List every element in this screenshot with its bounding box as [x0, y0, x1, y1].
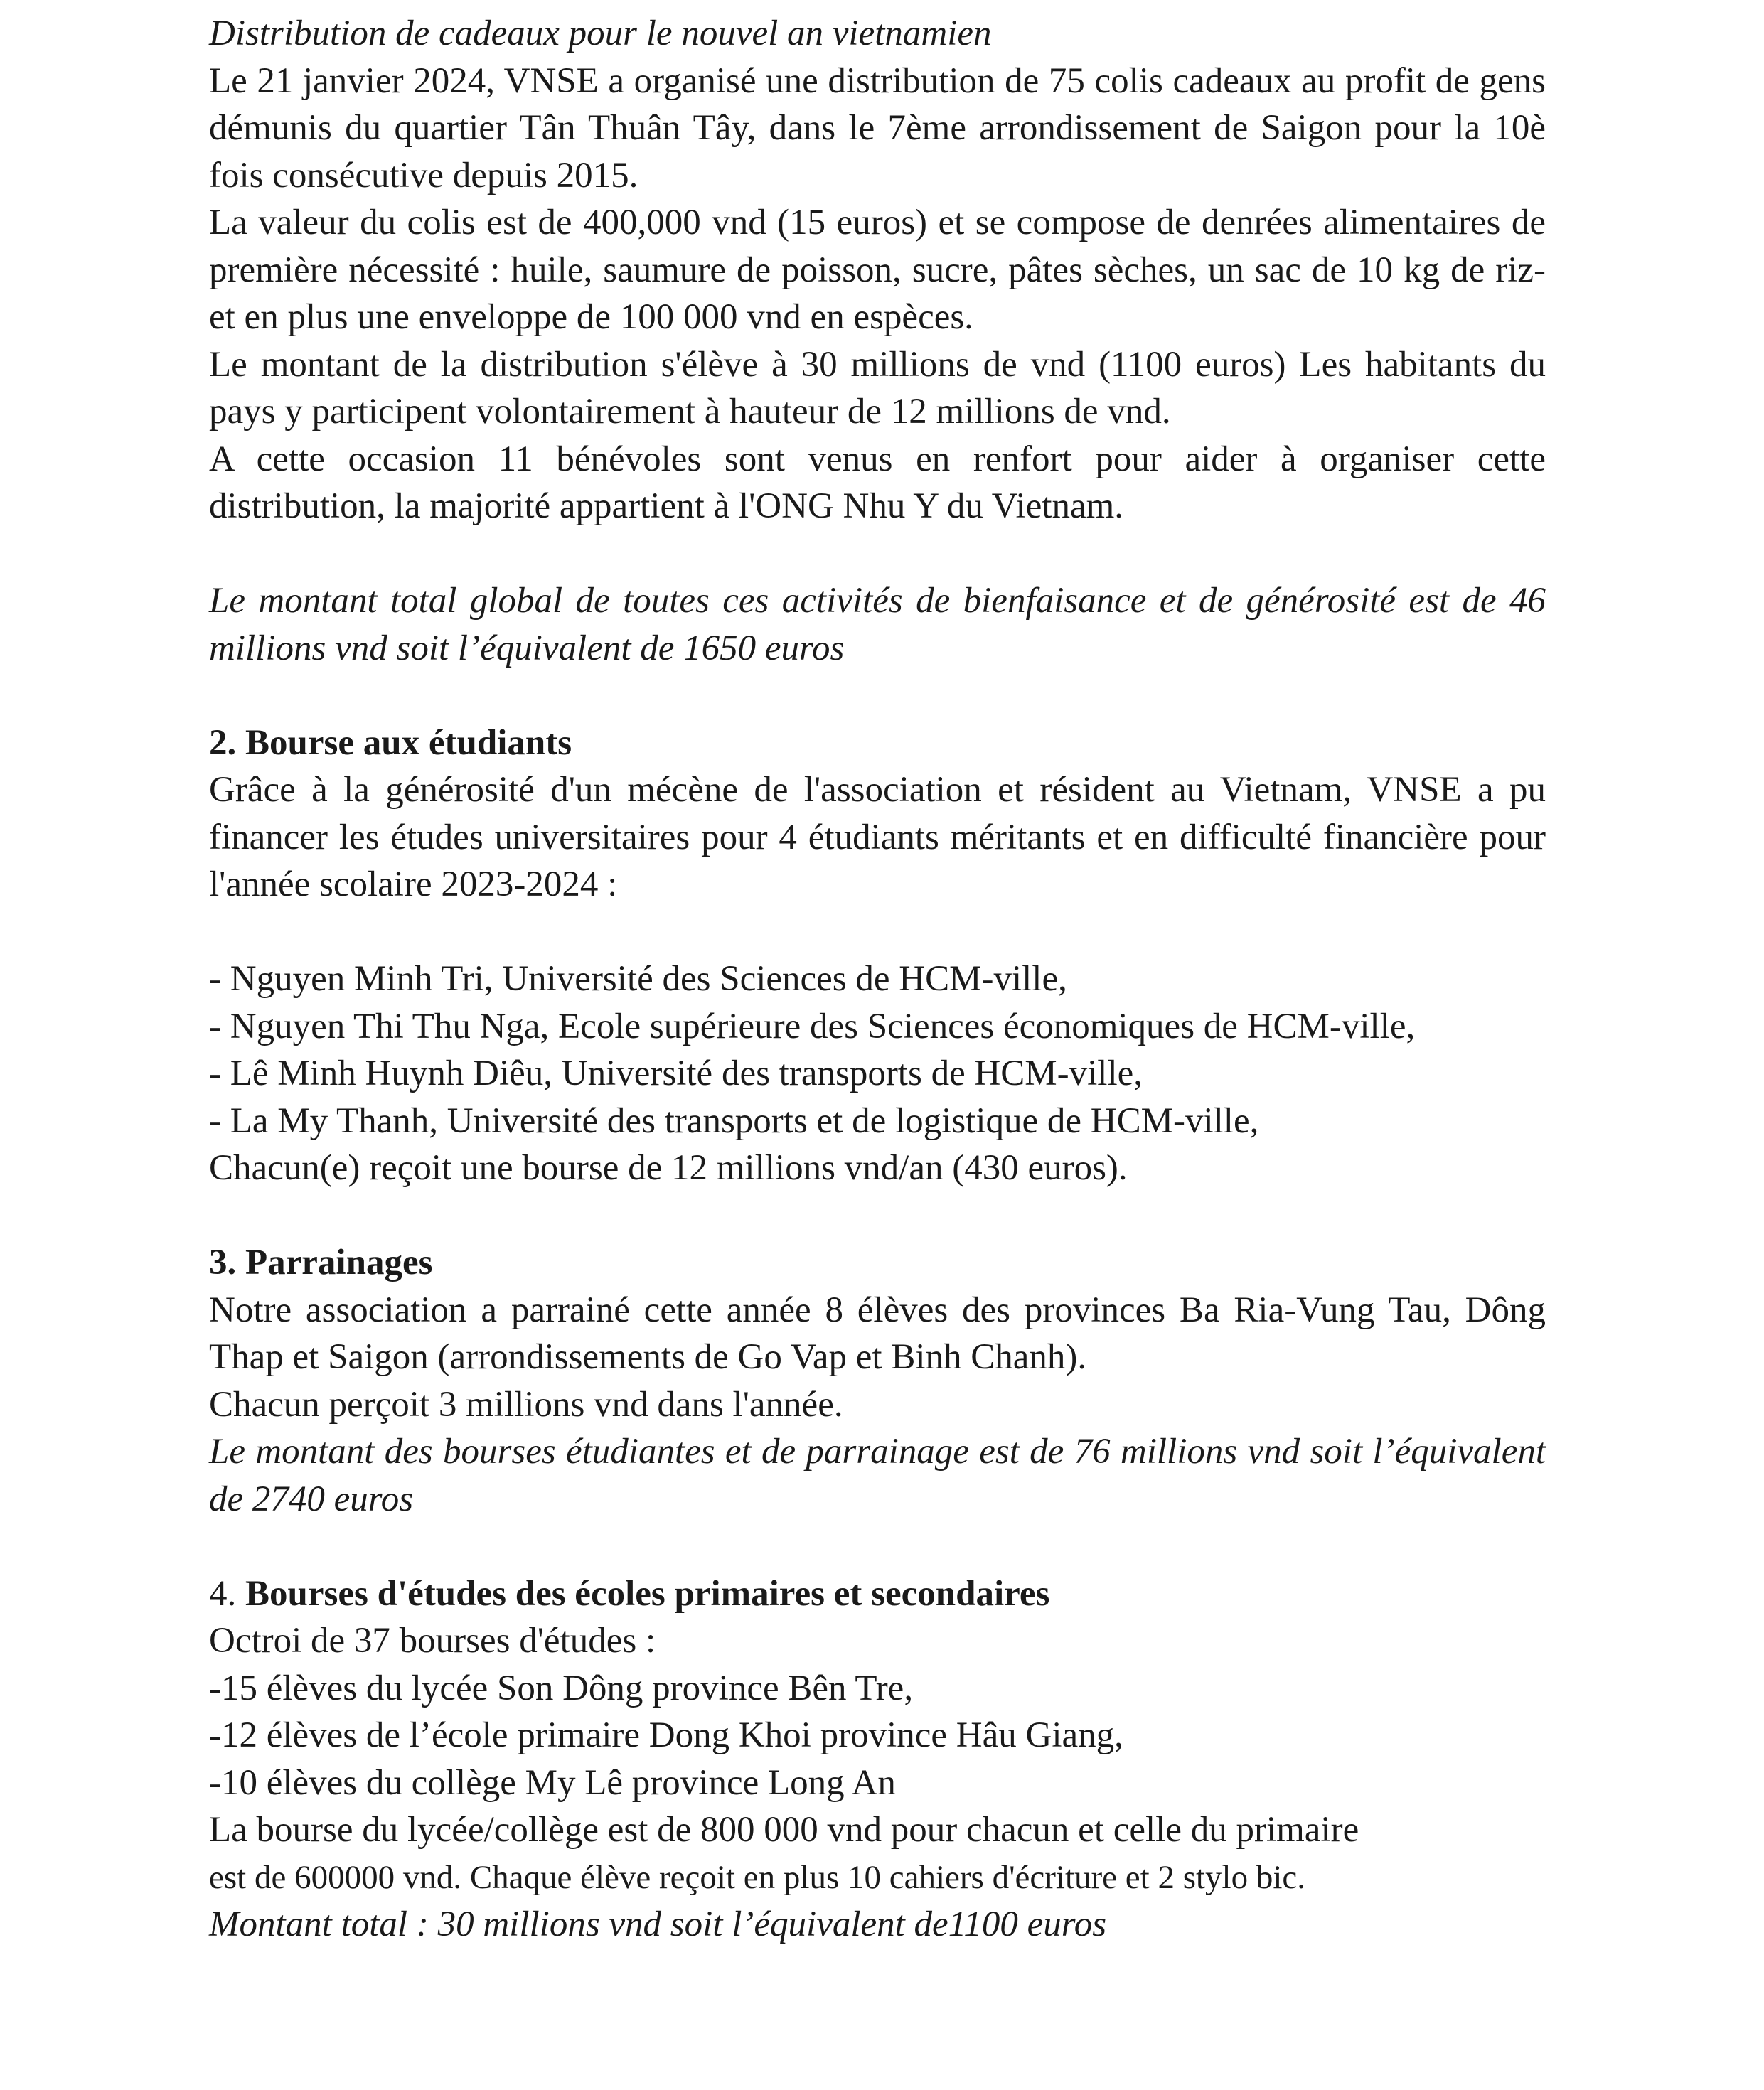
section-heading-student-grants: 2. Bourse aux étudiants	[209, 722, 572, 763]
sponsorships-total: Le montant des bourses étudiantes et de parrainage est de 76 millions vnd soit l’équivalent de 2740 euros	[209, 1432, 1546, 1519]
student-grants-intro: Grâce à la générosité d'un mécène de l'association et résident au Vietnam, VNSE a pu financer les études universitaires pour 4 étudiants méritants et en difficulté financière pour l'année scolaire 2023-2024 :	[209, 770, 1546, 904]
section-heading-school-grants	[209, 1570, 1546, 1618]
document-page	[209, 10, 1546, 1949]
section-heading-sponsorships: 3. Parrainages	[209, 1243, 433, 1282]
spacer	[209, 909, 1546, 956]
school-grants-total: Montant total : 30 millions vnd soit l’équivalent de1100 euros	[209, 1904, 1107, 1944]
distribution-paragraph-2: La valeur du colis est de 400,000 vnd (15 euros) et se compose de denrées alimentaires de première nécessité : huile, saumure de poisson, sucre, pâtes sèches, un sac de 10 kg de riz- et en plus une enveloppe de 100 000 vnd en espèces.	[209, 203, 1546, 337]
school-list-item: -15 élèves du lycée Son Dông province Bên Tre,	[209, 1668, 914, 1708]
sponsorships-paragraph-1: Notre association a parrainé cette année 8 élèves des provinces Ba Ria-Vung Tau, Dông Thap et Saigon (arrondissements de Go Vap et Binh Chanh).	[209, 1290, 1546, 1377]
school-list-item: -12 élèves de l’école primaire Dong Khoi province Hâu Giang,	[209, 1715, 1123, 1755]
student-list-item: - Nguyen Thi Thu Nga, Ecole supérieure des Sciences économiques de HCM-ville,	[209, 1006, 1416, 1046]
sponsorships-paragraph-2: Chacun perçoit 3 millions vnd dans l'année.	[209, 1384, 843, 1425]
distribution-paragraph-3: Le montant de la distribution s'élève à 30 millions de vnd (1100 euros) Les habitants du pays y participent volontairement à hauteur de 12 millions de vnd.	[209, 344, 1546, 432]
school-grants-intro: Octroi de 37 bourses d'études :	[209, 1621, 656, 1661]
student-list-item: - Lê Minh Huynh Diêu, Université des transports de HCM-ville,	[209, 1054, 1143, 1093]
spacer	[209, 672, 1546, 719]
distribution-subtitle: Distribution de cadeaux pour le nouvel an vietnamien	[209, 14, 992, 53]
spacer	[209, 1192, 1546, 1240]
distribution-paragraph-1: Le 21 janvier 2024, VNSE a organisé une distribution de 75 colis cadeaux au profit de gens démunis du quartier Tân Thuân Tây, dans le 7ème arrondissement de Saigon pour la 10è fois consécutive depuis 2015.	[209, 60, 1546, 195]
spacer	[209, 530, 1546, 578]
school-list-item: -10 élèves du collège My Lê province Long An	[209, 1762, 896, 1803]
distribution-paragraph-4: A cette occasion 11 bénévoles sont venus en renfort pour aider à organiser cette distribution, la majorité appartient à l'ONG Nhu Y du Vietnam.	[209, 439, 1546, 526]
section-heading-text: Bourses d'études des écoles primaires et secondaires	[245, 1573, 1050, 1614]
student-grants-closing: Chacun(e) reçoit une bourse de 12 millions vnd/an (430 euros).	[209, 1148, 1128, 1188]
student-list-item: - La My Thanh, Université des transports et de logistique de HCM-ville,	[209, 1100, 1259, 1141]
school-grants-paragraph-2: est de 600000 vnd. Chaque élève reçoit en plus 10 cahiers d'écriture et 2 stylo bic.	[209, 1858, 1306, 1896]
charity-total: Le montant total global de toutes ces activités de bienfaisance et de générosité est de 46 millions vnd soit l’équivalent de 1650 euros	[209, 581, 1546, 668]
student-list-item: - Nguyen Minh Tri, Université des Sciences de HCM-ville,	[209, 959, 1067, 999]
school-grants-paragraph-1: La bourse du lycée/collège est de 800 000 vnd pour chacun et celle du primaire	[209, 1810, 1359, 1850]
spacer	[209, 1523, 1546, 1570]
section-heading-number: 4.	[209, 1573, 245, 1614]
